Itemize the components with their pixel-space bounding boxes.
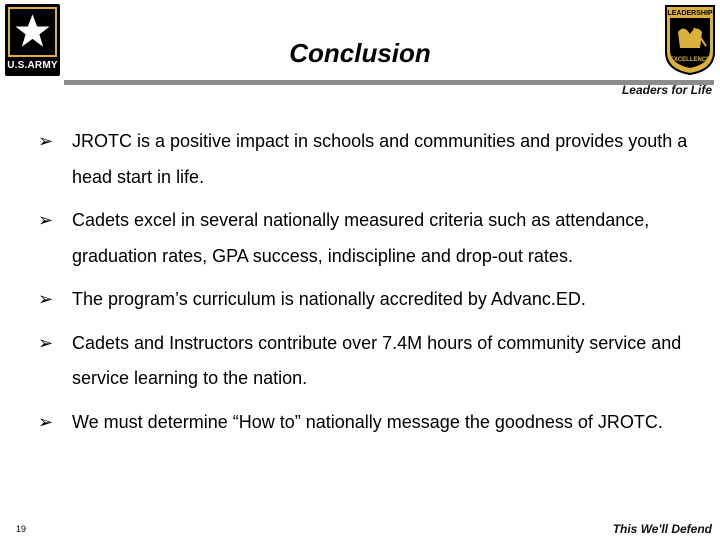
bullet-text: Cadets excel in several nationally measured criteria such as attendance, graduation rates, GPA success, indiscipline and drop-out rates. bbox=[72, 210, 650, 266]
arrow-bullet-icon: ➢ bbox=[38, 210, 54, 230]
header-rule bbox=[64, 80, 714, 85]
bullet-item bbox=[38, 124, 698, 195]
bullet-text: We must determine “How to” nationally message the goodness of JROTC. bbox=[72, 411, 663, 432]
crest-top-text: LEADERSHIP bbox=[667, 10, 713, 17]
arrow-bullet-icon: ➢ bbox=[38, 332, 54, 353]
leadership-excellence-crest-icon bbox=[664, 4, 716, 76]
footer-tagline: This We'll Defend bbox=[612, 522, 712, 536]
bullet-item bbox=[38, 405, 698, 441]
arrow-bullet-icon: ➢ bbox=[38, 411, 54, 432]
conclusion-bullet-list bbox=[38, 124, 698, 448]
bullet-text: JROTC is a positive impact in schools and communities and provides youth a head start in life. bbox=[72, 131, 688, 187]
bullet-item bbox=[38, 326, 698, 397]
crest-bottom-text: EXCELLENCE bbox=[669, 57, 711, 63]
arrow-bullet-icon: ➢ bbox=[38, 289, 54, 309]
header-tagline: Leaders for Life bbox=[621, 83, 712, 97]
bullet-text: Cadets and Instructors contribute over 7.4M hours of community service and service learning to the nation. bbox=[72, 332, 682, 388]
slide-title: Conclusion bbox=[289, 38, 431, 68]
arrow-bullet-icon: ➢ bbox=[38, 131, 54, 151]
bullet-item bbox=[38, 203, 698, 274]
bullet-item bbox=[38, 282, 698, 318]
bullet-text: The program’s curriculum is nationally accredited by Advanc.ED. bbox=[72, 289, 586, 309]
army-logo-text: U.S.ARMY bbox=[7, 60, 58, 71]
page-number: 19 bbox=[16, 524, 27, 534]
